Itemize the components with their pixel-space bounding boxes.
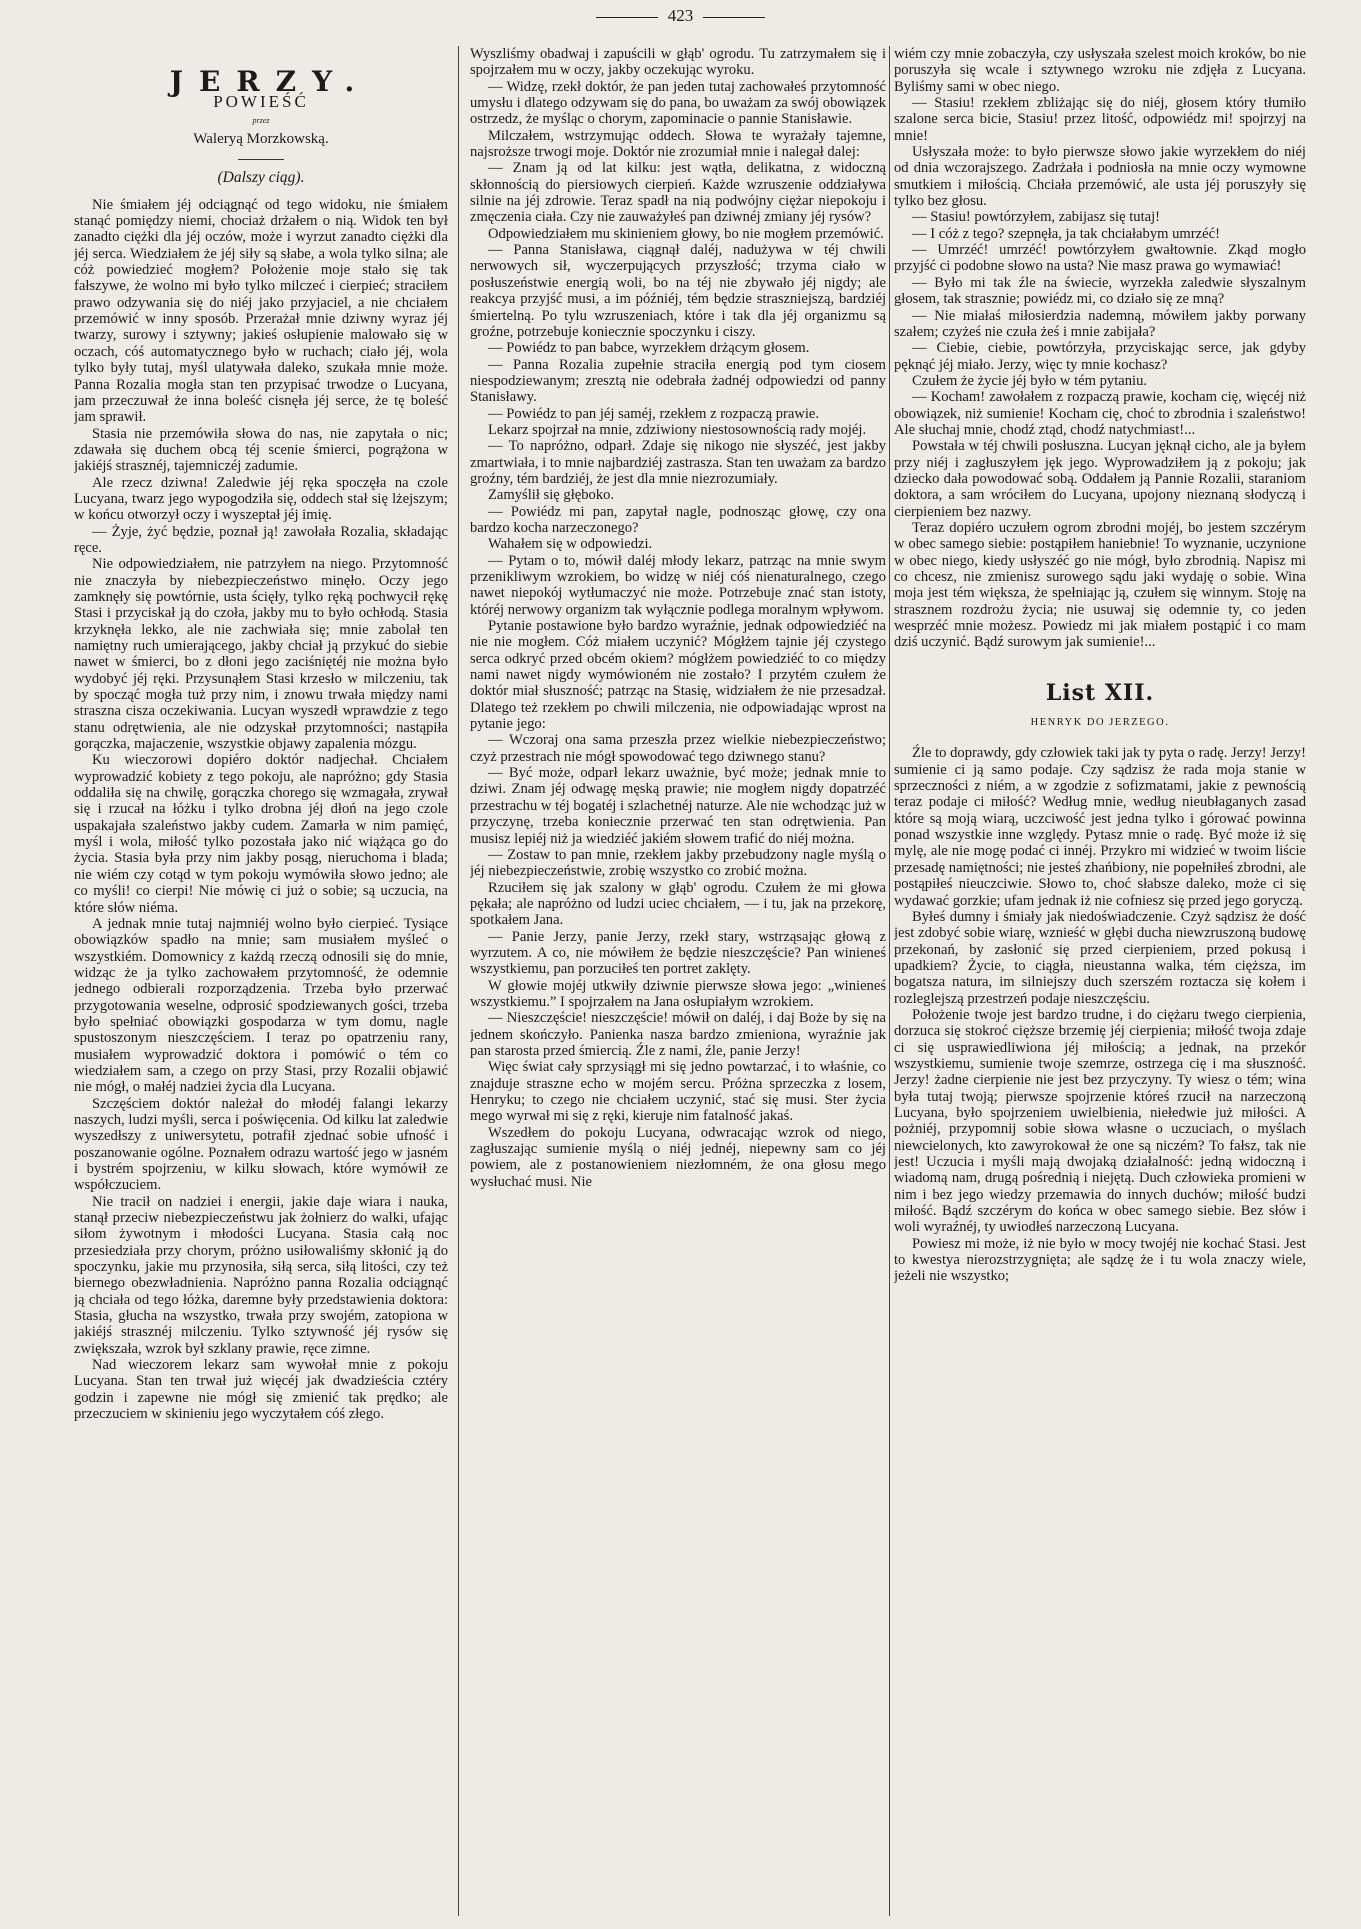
paragraph: — Stasiu! powtórzyłem, zabijasz się tutaj!: [912, 209, 1161, 226]
paragraph: Powiesz mi może, iż nie było w mocy twojéj nie kochać Stasi. Jest to kwestya nierozstrzygnięta; ale sądzę że i tu wola znaczy wiele, jeżeli nie wszystko;: [894, 1235, 1306, 1285]
column-3-text-upper: [894, 46, 1306, 651]
column-divider-1: [458, 46, 459, 1916]
paragraph: — Pytam o to, mówił daléj młody lekarz, patrząc na mnie swym przenikliwym wzrokiem, bo widzę w niéj cóś nienaturalnego, czego nawet niepokój wytłumaczyć nie może. Potrzebuje znać stan istoty, któréj nerwowy organizm tak wyłącznie podlega moralnym wpływom.: [470, 552, 886, 618]
paragraph: — Panie Jerzy, panie Jerzy, rzekł stary, wstrząsając głową z wyrzutem. A co, nie mówiłem że będzie nieszczęście? Pan winieneś wszystkiemu, pan porzuciłeś ten portret zaklęty.: [470, 928, 886, 978]
continuation-note: (Dalszy ciąg).: [217, 169, 305, 187]
paragraph: — Wczoraj ona sama przeszła przez wielkie niebezpieczeństwo; czyż przestrach nie mógł spowodować tego dziwnego stanu?: [470, 732, 886, 765]
paragraph: Źle to doprawdy, gdy człowiek taki jak ty pyta o radę. Jerzy! Jerzy! sumienie ci ją samo podaje. Czy sądzisz że rada moja stanie w sprzeczności z niém, a w zgodzie z sofizmatami, jakie z pewnością teraz podaje ci miłość? Według mnie, według nieubłaganych zasad które są moją wiarą, uczciwość jest jedna tylko i górować powinna ponad wszystkie inne względy. Pytasz mnie o radę. Być może iż się mylę, ale nie mogę podać ci innéj. Przykro mi widzieć w twoim liście przesadę namiętności; nie jesteś zhańbiony, nie popełniłeś zbrodni, ale postąpiłeś nieuczciwie. Słowo to, choć słabsze daleko, może ci się wydawać gorzkie; ufam jednak iż nie cofniesz się przed jego goryczą.: [894, 745, 1306, 909]
paragraph: Milczałem, wstrzymując oddech. Słowa te wyrażały tajemne, najsroższe trwogi moje. Doktór nie zrozumiał mnie i nalegał dalej:: [470, 127, 886, 161]
paragraph: Byłeś dumny i śmiały jak niedoświadczenie. Czyż sądzisz że dość jest zdobyć sobie wiarę, wznieść w głębi ducha niewzruszoną budowę przekonań, by zasłonić się przed cierpieniem, przed pokusą i upadkiem? Życie, to ciągła, nieustanna walka, tém cięższa, im bogatsza natura, im silniejszy duch szerszém roztacza się kołem i rozleglejszą przestrzeń podaje nieszczęściu.: [894, 908, 1306, 1007]
paragraph: — Powiédz to pan jéj saméj, rzekłem z rozpaczą prawie.: [488, 405, 820, 422]
paragraph: — Panna Stanisława, ciągnął daléj, nadużywa w téj chwili nerwowych sił, wyczerpujących przyszłość; trzyma ciało w posłuszeństwie energią woli, bo na téj nie zbywało jéj nigdy; ale reakcya przyjść musi, a im późniéj, tém będzie straszniejszą, bardziéj śmiertelną. Po tylu wzruszeniach, które i tak dla jéj organizmu są groźne, potrzebuje koniecznie spoczynku i ciszy.: [470, 242, 886, 340]
paragraph: — Powiédz mi pan, zapytał nagle, podnosząc głowę, czy ona bardzo kocha narzeczonego?: [470, 503, 886, 536]
paragraph: Stasia nie przemówiła słowa do nas, nie zapytała o nic; zdawała się duchem obcą téj scenie śmierci, pogrążona w jakiéjś strasznéj, tajemniczéj zadumie.: [74, 425, 448, 475]
paragraph: Odpowiedziałem mu skinieniem głowy, bo nie mogłem przemówić.: [488, 225, 884, 242]
paragraph: Nie tracił on nadziei i energii, jakie daje wiara i nauka, stanął przeciw niebezpieczeństwu jak żołnierz do walki, ufając siłom żywotnym i młodości Lucyana. Stasia całą noc przesiedziała przy chorym, próżno usiłowaliśmy skłonić ją do spoczynku, jakie mu przynosiła, siłą serca, siłą litości, czy też biernego obezwładnienia. Napróżno panna Rozalia odciągnąć ją chciała od tego łóżka, daremne były przedstawienia doktora: Stasia, głucha na wszystko, trwała przy swojém, zatopiona w jakiéjś strasznéj milczeniu. Tylko sztywność jéj rysów się zwiększała, wzrok był szklany prawie, ręce zimne.: [74, 1193, 448, 1357]
paragraph: Więc świat cały sprzysiągł mi się jedno powtarzać, i to właśnie, co znajduje straszne echo w mojém sercu. Próżna sprzeczka z losem, Henryku; to czego nie chciałem uczynić, stać się musi. Ster życia mego wyrwał mi się z ręki, kieruje nim fatalność jakaś.: [470, 1059, 886, 1125]
column-1: [74, 46, 448, 1916]
paragraph: — Widzę, rzekł doktór, że pan jeden tutaj zachowałeś przytomność umysłu i dlatego odzywam się do pana, bo uważam za swój obowiązek ostrzedz, że myśląc o chorym, zapominacie o pannie Stanisławie.: [470, 78, 886, 128]
column-divider-2: [889, 46, 890, 1916]
paragraph: Czułem że życie jéj było w tém pytaniu.: [912, 372, 1148, 389]
heading-rule: [238, 159, 284, 160]
column-3: [894, 46, 1306, 1916]
column-1-text: [74, 197, 448, 1423]
page-header: [0, 6, 1361, 26]
paragraph: Powstała w téj chwili posłuszna. Lucyan jęknął cicho, ale ja byłem przy niéj i zagłuszyłem jęk jego. Wyprowadziłem ją z pokoju; jak dziecko dała powodować sobą. Oddałem ją Pannie Rozalii, staraniom doktora, a sam wróciłem do Lucyana, upojony nieznaną słodyczą i cierpieniem bez nazwy.: [894, 438, 1306, 520]
header-rule-left: [596, 17, 658, 18]
paragraph: — Żyje, żyć będzie, poznał ją! zawołała Rozalia, składając ręce.: [74, 523, 448, 556]
paragraph: Nie odpowiedziałem, nie patrzyłem na niego. Przytomność nie znaczyła by niebezpieczeństwo minęło. Oczy jego zamknęły się powtórnie, usta ścięły, tylko ręką pochwycił rękę Stasi i przyciskał ją do czoła, jakby mu to było ochłodą. Stasia krzyknęła lekko, ale nie zachwiała się; mnie zabolał ten namiętny ruch umierającego, jakby chciał ją przykuć do siebie nawet w śmierci, bo z dłoni jego zaciśniętéj nie można było wydobyć jéj ręki. Przysunąłem Stasi krzesło w milczeniu, tak by spocząć mogła tuż przy nim, i znowu trwała między nami straszna cisza oczekiwania. Lucyan wyszedł wprawdzie z tego stanu odrętwienia, ale nie odzyskał przytomności; nastąpiła gorączka, majaczenie, wszystkie objawy zapalenia mózgu.: [74, 556, 448, 753]
paragraph: Lekarz spojrzał na mnie, zdziwiony niestosownością rady mojéj.: [488, 421, 867, 438]
paragraph: — Panna Rozalia zupełnie straciła energią pod tym ciosem niespodziewanym; zresztą nie odebrała żadnéj odpowiedzi od panny Stanisławy.: [470, 356, 886, 406]
paragraph: Położenie twoje jest bardzo trudne, i do ciężaru twego cierpienia, dorzuca się stokroć cięższe brzemię jéj cierpienia; miłość twoja zdaje ci się usprawiedliwiona jéj miłością; a jednak, na przekór wszystkiemu, sumienie twoje szemrze, ostrzega cię i ma słuszność. Jerzy! żadne cierpienie nie jest bez przyczyny. Ty wiesz o tém; wina była tutaj twoją; pierwsze spojrzenie któreś rzucił na narzeczoną Lucyana, było spojrzeniem uwielbienia, niełedwie już miłości. A pożniéj, przypomnij sobie słowa własne o uczuciach, o myślach niewcielonych, kto zawyrokował że one są niczém? To fałsz, tak nie jest! Uczucia i myśli mają dwojaką działalność: jedną widoczną i wiadomą nam, drugą pośrednią i niejętą. Duch człowieka promieni w nim i bez jego wiedzy przemawia do innych duchów; miłość budzi miłość. Bądź szczérym do końca w obec samego siebie. Bez słów i woli wyraźnéj, ty uwiodłeś narzeczoną Lucyana.: [894, 1006, 1306, 1236]
paragraph: — Nie miałaś miłosierdzia nademną, mówiłem jakby porwany szałem; czyżeś nie czuła żeś i mnie zabijała?: [894, 307, 1306, 340]
column-3-text-lower: [894, 745, 1306, 1284]
paragraph: Ku wieczorowi dopiéro doktór nadjechał. Chciałem wyprowadzić kobiety z tego pokoju, ale napróżno; gdy Stasia oddaliła się na chwilę, gorączka chorego się wzmagała, zrywał się i rzucał na łóżku i tylko drobna jéj dłoń na jego czole uspakajała szaleństwo jakby cudem. Zamarła w nim pamięć, myśl i wola, miłość tylko pozostała jako nić wiążąca go do życia. Stasia była przy nim jakby posąg, nieruchoma i blada; nie wiém czy cotąd w tym pokoju wymówiła słowo jedno; ale co myśli! co cierpi! Nie mówię ci już o sobie; są uczucia, na które słów niéma.: [74, 752, 448, 916]
paragraph: Wyszliśmy obadwaj i zapuścili w głąb' ogrodu. Tu zatrzymałem się i spojrzałem mu w oczy, jakby oczekując wyroku.: [470, 46, 886, 79]
paragraph: — Powiédz to pan babce, wyrzekłem drżącym głosem.: [488, 340, 810, 357]
letter-subtitle: HENRYK DO JERZEGO.: [1030, 717, 1170, 729]
header-rule-right: [703, 17, 765, 18]
paragraph: wiém czy mnie zobaczyła, czy usłyszała szelest moich kroków, bo nie poruszyła się wcale i sztywnego wzroku nie zdjęła z Lucyana. Byliśmy sami w obec niego.: [894, 46, 1306, 95]
page-number: 423: [667, 6, 694, 25]
article-heading: [74, 65, 448, 187]
paragraph: — Było mi tak źle na świecie, wyrzekła zaledwie słyszalnym głosem, tak strasznie; powiédz mi, co działo się ze mną?: [894, 274, 1306, 308]
paragraph: — Być może, odparł lekarz uważnie, być może; jednak mnie to dziwi. Znam jéj odwagę męską prawie; nie mogłem nigdy dopatrzéć przestrachu w téj bogatéj i szlachetnéj naturze. Ale nie wchodząc już w przyczynę, trzeba koniecznie przerwać ten stan odrętwienia. Pan musisz lepiéj niż ja wiedziéć jakiém słowem trafić do niéj można.: [470, 765, 886, 847]
paragraph: — I cóż z tego? szepnęła, ja tak chciałabym umrzéć!: [912, 225, 1220, 242]
paragraph: — Kocham! zawołałem z rozpaczą prawie, kocham cię, więcéj niż obowiązek, niż sumienie! Kocham cię, choć to zbrodnia i szaleństwo! Ale słuchaj mnie, chodź ztąd, chodź natychmiast!...: [894, 389, 1306, 438]
paragraph: Wahałem się w odpowiedzi.: [488, 536, 653, 553]
column-2: [470, 46, 886, 1916]
paragraph: Ale rzecz dziwna! Zaledwie jéj ręka spoczęła na czole Lucyana, twarz jego wypogodziła się, oddech stał się lżejszym; w końcu otworzył oczy i wyszeptał jéj imię.: [74, 474, 448, 524]
paragraph: Zamyślił się głęboko.: [488, 487, 615, 504]
paragraph: Szczęściem doktór należał do młodéj falangi lekarzy naszych, ludzi myśli, serca i poświęcenia. Od kilku lat zaledwie wyszedłszy z uniwersytetu, potrafił zjednać sobie ufność i poszanowanie ogólne. Poznałem odrazu wartość jego w jasném i bystrém spojrzeniu, w kilku słowach, które wymówił ze współczuciem.: [74, 1095, 448, 1194]
paragraph: — Stasiu! rzekłem zbliżając się do niéj, głosem który tłumiło szalone serca bicie, Stasiu! przez litość, odpowiédz mi! spojrzyj na mnie!: [894, 95, 1306, 144]
paragraph: Nie śmiałem jéj odciągnąć od tego widoku, nie śmiałem stanąć pomiędzy niemi, chociaż drżałem o nią. Widok ten był zanadto ciężki dla jéj oczów, może i wyrzut zanadto ciężki dla jéj serca. Wiedziałem że jéj siły są słabe, a wola tylko silna; ale cóż powiedzieć mogłem? Położenie moje stało się tak fałszywe, że wolno mi było tylko milczeć i cierpieć; straciłem prawo odzywania się do niéj jako przyjaciel, a nie chciałem przemówić w inny sposób. Przerażał mnie dziwny wyraz jéj twarzy, surowy i sztywny; jakieś osłupienie malowało się w oczach, cóś automatycznego było w ruchach; ciało jéj, wola tylko były tutaj, myśl ulatywała daleko, szukała mnie może. Panna Rozalia mogła stan ten przypisać trwodze o Lucyana, jam przeczuwał że inna boleść cisnęła jéj serce, że tę boleść jam sprawił.: [74, 196, 448, 426]
paragraph: — Umrzéć! umrzéć! powtórzyłem gwałtownie. Zkąd mogło przyjść ci podobne słowo na usta? Nie masz prawa go wymawiać!: [894, 242, 1306, 275]
paragraph: — Ciebie, ciebie, powtórzyła, przyciskając serce, jak gdyby pęknąć jéj miało. Jerzy, więc ty mnie kochasz?: [894, 340, 1306, 373]
article-genre: POWIEŚĆ: [213, 92, 309, 112]
paragraph: — Zostaw to pan mnie, rzekłem jakby przebudzony nagle myślą o jéj niebezpieczeństwie, zrobię wszystko co zrobić można.: [470, 846, 886, 880]
letter-heading: [894, 679, 1306, 732]
paragraph: Teraz dopiéro uczułem ogrom zbrodni mojéj, bo jestem szczérym w obec samego siebie: postąpiłem haniebnie! To wyznanie, uczynione w obec niego, kiedy usłyszéć go nie mógł, było zbrodnią. Napisz mi co chcesz, nie zmienisz surowego sądu jaki wydaję o sobie. Wina moja jest tém większa, że spełniając ją, czułem się winnym. Stoję na strasznem rozdrożu życia; nie usuwaj się odemnie ty, co jeden wesprzéć mnie możesz. Powiedz mi jak miałem postąpić i co mam dziś uczynić. Bądź surowym jak sumienie!...: [894, 519, 1306, 651]
paragraph: Pytanie postawione było bardzo wyraźnie, jednak odpowiedziéć na nie nie mogłem. Cóż miałem uczynić? Mógłżem tajnie jéj czystego serca odkryć przed obcém okiem? mógłżem powiedziéć to co między nami nawet nigdy wymówioném nie zostało? I przytém czułem że doktór miał słuszność; patrząc na Stasię, widziałem że nie przesadzał. Dlatego też rzekłem po chwili milczenia, nie odpowiadając wprost na pytanie jego:: [470, 618, 886, 733]
article-title: JERZY.: [169, 65, 371, 98]
paragraph: Rzuciłem się jak szalony w głąb' ogrodu. Czułem że mi głowa pękała; ale napróżno od ludzi uciec chciałem, — i tu, jak na przekorę, spotkałem Jana.: [470, 879, 886, 929]
paragraph: — Nieszczęście! nieszczęście! mówił on daléj, i daj Boże by się na jednem skończyło. Panienka nasza bardzo zmieniona, wyraźnie jak pan starosta przed śmiercią. Źle z nami, źle, panie Jerzy!: [470, 1010, 886, 1059]
paragraph: Wszedłem do pokoju Lucyana, odwracając wzrok od niego, zagłuszając sumienie myślą o niéj jednéj, niepewny sam co jéj powiem, ale z postanowieniem niezłomném, że ona głosu mego wysłuchać musi. Nie: [470, 1124, 886, 1190]
paragraph: A jednak mnie tutaj najmniéj wolno było cierpieć. Tysiące obowiązków spadło na mnie; sam musiałem myśleć o wszystkiém. Domownicy z każdą rzeczą odnosili się do mnie, widząc że ja tylko zachowałem przytomność, że odemnie jednego odbierali rozporządzenia. Trzeba było przerwać przygotowania weselne, odprosić spodziewanych gości, trzeba było spełniać obowiązki gospodarza w tym domu, nagle spustoszonym nieszczęściem. I teraz po opatrzeniu rany, musiałem wyprowadzić doktora i pomówić o tém co wiedziałem sam, a czego on przy Stasi, przy Rozalii objawić nie mógł, o małéj nadziei życia dla Lucyana.: [74, 915, 448, 1096]
paragraph: Usłyszała może: to było pierwsze słowo jakie wyrzekłem do niéj od dnia wczorajszego. Zadrżała i podniosła na mnie oczy wymowne smutkiem i miłością. Chciała przemówić, ale usta jéj poruszyły się tylko bez głosu.: [894, 144, 1306, 210]
letter-title: List XII.: [1045, 679, 1155, 706]
article-by: przez: [252, 115, 270, 125]
paragraph: W głowie mojéj utkwiły dziwnie pierwsze słowa jego: „winieneś wszystkiemu.” I spojrzałem na Jana osłupiałym wzrokiem.: [470, 977, 886, 1010]
column-2-text: [470, 46, 886, 1190]
paragraph: — Znam ją od lat kilku: jest wątła, delikatna, z widoczną skłonnością do piersiowych cierpień. Każde wzruszenie oddziaływa silnie na jéj zdrowie. Teraz spadł na nią podwójny ciężar niepokoju i zmęczenia ciała. Czy nie zauważyłeś pan dziwnéj zmiany jéj rysów?: [470, 160, 886, 226]
paragraph: — To napróżno, odparł. Zdaje się nikogo nie słyszéć, jest jakby zmartwiała, i to mnie najbardziéj zastrasza. Stan ten uważam za bardzo groźny, tém bardziéj, że jest dla mnie niezrozumiały.: [470, 438, 886, 487]
article-author: Waleryą Morzkowską.: [193, 131, 329, 148]
paragraph: Nad wieczorem lekarz sam wywołał mnie z pokoju Lucyana. Stan ten trwał już więcéj jak dwadzieścia cztéry godzin i zapewne nie mógł się zmienić tak prędko; ale przeczuciem w skinieniu jego wyczytałem cóś złego.: [74, 1357, 448, 1423]
